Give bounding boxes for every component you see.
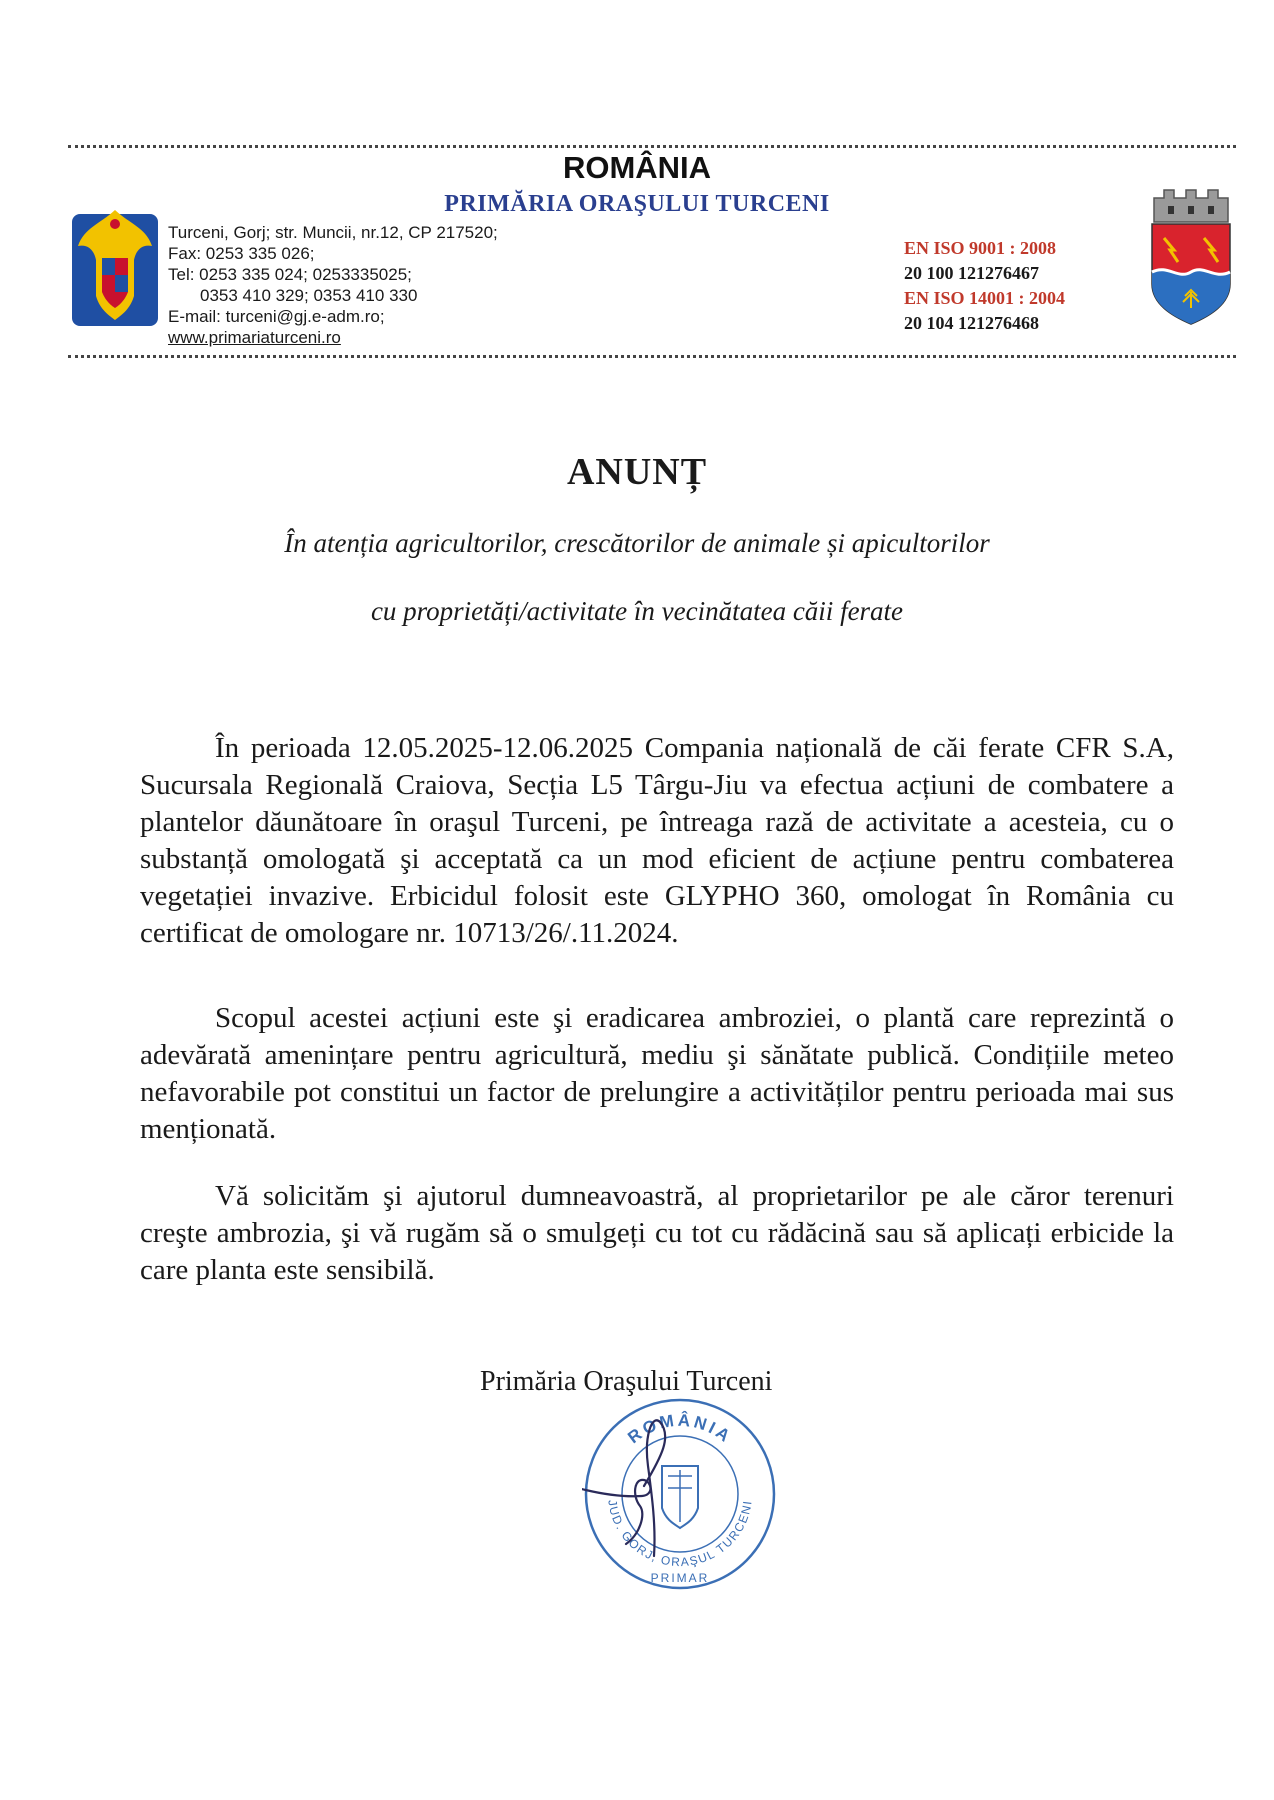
stamp-bottom-text: JUD. GORJ, ORAŞUL TURCENI — [605, 1498, 755, 1570]
iso-9001-label: EN ISO 9001 : 2008 — [904, 238, 1057, 258]
header-institution: PRIMĂRIA ORAŞULUI TURCENI — [444, 191, 830, 217]
iso-certifications — [904, 236, 1065, 336]
signer-name: Primăria Oraşului Turceni — [480, 1366, 773, 1397]
romania-coat-of-arms-icon — [70, 200, 160, 328]
header-bottom-divider — [68, 355, 1236, 358]
iso-9001-number: 20 100 121276467 — [904, 263, 1039, 283]
contact-phone: Tel: 0253 335 024; 0253335025; — [168, 265, 412, 284]
document-title: ANUNȚ — [566, 451, 708, 493]
contact-website-link[interactable]: www.primariaturceni.ro — [168, 328, 341, 347]
paragraph-3-text: Vă solicităm şi ajutorul dumneavoastră, al proprietarilor pe ale căror terenuri creşte ambrozia, şi vă rugăm să o smulgeți cu tot cu rădăcină sau să aplicați erbicide la care planta este sensibilă. — [140, 1180, 1174, 1286]
paragraph-2 — [140, 1000, 1174, 1148]
paragraph-3 — [140, 1178, 1174, 1289]
iso-14001-label: EN ISO 14001 : 2004 — [904, 288, 1066, 308]
subtitle-line-1: În atenția agricultorilor, crescătorilor de animale și apicultorilor — [284, 528, 990, 558]
header-country: ROMÂNIA — [562, 150, 712, 185]
stamp-primar-text: PRIMAR — [650, 1571, 710, 1585]
contact-email[interactable]: E-mail: turceni@gj.e-adm.ro; — [168, 307, 385, 326]
contact-phone-extra: 0353 410 329; 0353 410 330 — [200, 286, 418, 305]
paragraph-1-text: În perioada 12.05.2025-12.06.2025 Compania națională de căi ferate CFR S.A, Sucursala Regională Craiova, Secția L5 Târgu-Jiu va efectua acțiuni de combatere a plantelor dăunătoare în oraşul Turceni, pe întreaga rază de activitate a acesteia, cu o substanță omologată şi acceptată ca un mod eficient de acțiune pentru combaterea vegetației invazive. Erbicidul folosit este GLYPHO 360, omologat în România cu certificat de omologare nr. 10713/26/.11.2024. — [140, 732, 1174, 949]
contact-address: Turceni, Gorj; str. Muncii, nr.12, CP 217520; — [168, 223, 498, 242]
contact-fax: Fax: 0253 335 026; — [168, 244, 315, 263]
contact-block — [168, 222, 498, 348]
stamp-top-text: ROMÂNIA — [624, 1410, 736, 1448]
paragraph-1 — [140, 730, 1174, 952]
subtitle-line-2: cu proprietăți/activitate în vecinătatea căii ferate — [370, 596, 904, 626]
header-top-divider — [68, 145, 1236, 148]
paragraph-2-text: Scopul acestei acțiuni este şi eradicarea ambroziei, o plantă care reprezintă o adevărată amenințare pentru agricultură, mediu şi sănătate publică. Condițiile meteo nefavorabile pot constitui un factor de prelungire a activităților pentru perioada mai sus menționată. — [140, 1002, 1174, 1145]
official-stamp-icon — [582, 1396, 778, 1592]
iso-14001-number: 20 104 121276468 — [904, 313, 1039, 333]
